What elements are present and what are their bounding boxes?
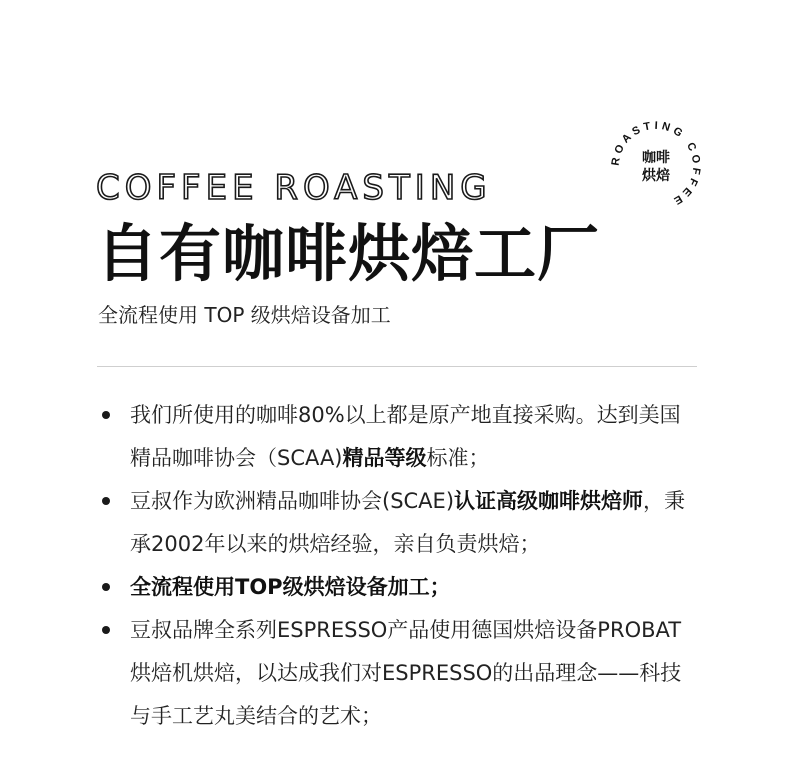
list-item-text: 标准；: [426, 446, 490, 470]
list-item-text: 豆叔作为欧洲精品咖啡协会(SCAE): [130, 489, 455, 513]
page-title: 自有咖啡烘焙工厂: [96, 217, 601, 290]
list-item: [98, 394, 698, 480]
list-item: [98, 609, 698, 738]
list-item-text: 豆叔品牌全系列ESPRESSO产品使用德国烘焙设备PROBAT烘焙机烘焙，以达成我们对ESPRESSO的出品理念——科技与手工艺丸美结合的艺术；: [130, 618, 682, 728]
section-divider: [97, 366, 697, 367]
list-item-highlight: 精品等级: [342, 446, 427, 470]
bullet-icon: [102, 497, 110, 505]
badge-center-line1: 咖啡: [642, 150, 670, 166]
list-item: [98, 566, 698, 609]
badge-ring-text: ROASTING COFFEE: [609, 119, 703, 209]
roasting-coffee-badge: [608, 118, 704, 214]
list-item-text: 我们所使用的咖啡80%以上都是原产地直接采购。达到美国精品咖啡协会（SCAA): [130, 403, 681, 470]
list-item-text: ，秉承2002年以来的烘焙经验，亲自负责烘焙；: [130, 489, 686, 556]
bullet-icon: [102, 626, 110, 634]
english-heading: COFFEE ROASTING: [96, 168, 492, 208]
list-item: [98, 480, 698, 566]
list-item-text: 全流程使用TOP级烘焙设备加工；: [130, 575, 451, 599]
badge-graphic: [608, 118, 704, 214]
list-item-highlight: 认证高级咖啡烘焙师: [454, 489, 644, 513]
badge-center-line2: 烘焙: [642, 168, 670, 184]
bullet-icon: [102, 411, 110, 419]
page-subtitle: 全流程使用 TOP 级烘焙设备加工: [98, 303, 391, 327]
bullet-icon: [102, 583, 110, 591]
feature-list: [98, 394, 698, 738]
